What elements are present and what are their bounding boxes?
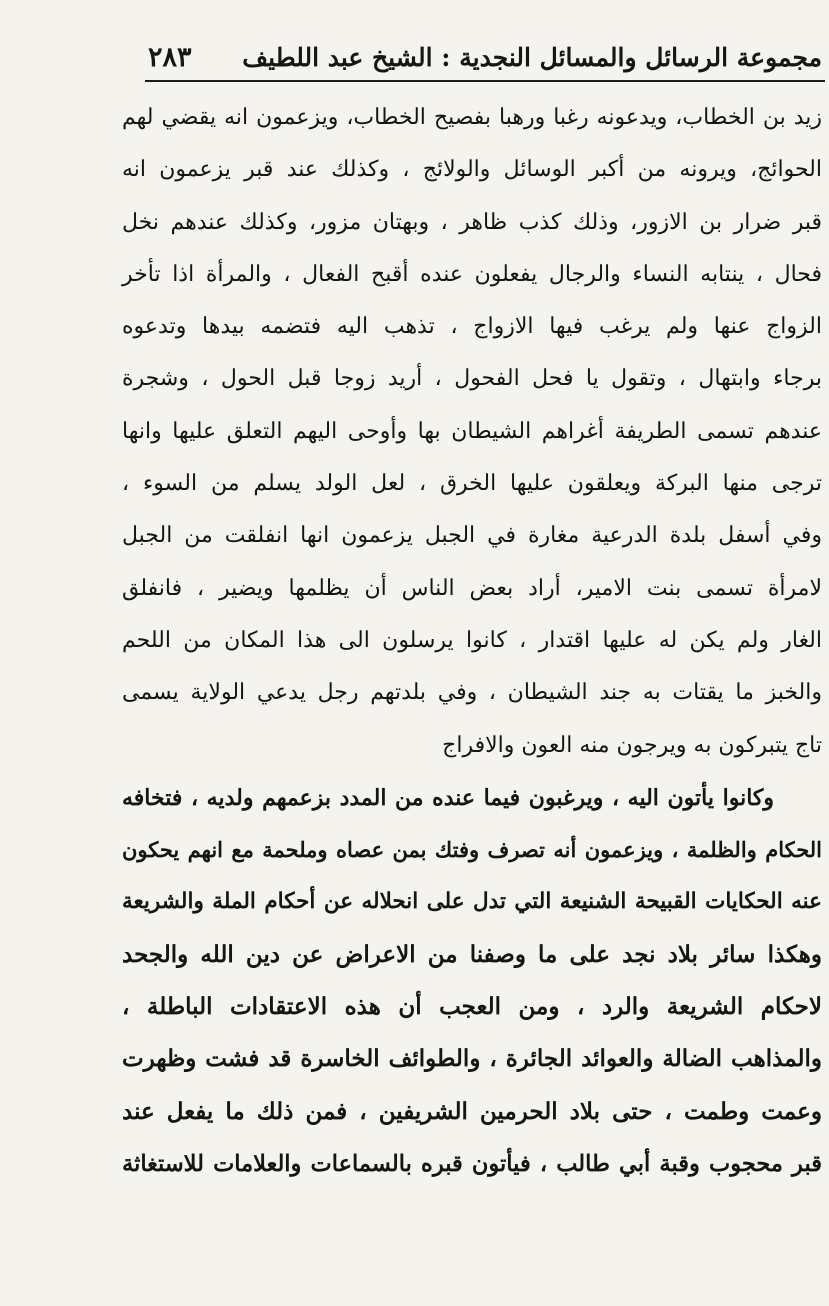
- text-line: والخبز ما يقتات به جند الشيطان ، وفي بلدتهم رجل يدعي الولاية يسمى: [122, 680, 822, 706]
- text-line: قبر ضرار بن الازور، وذلك كذب ظاهر ، وبهتان مزور، وكذلك عندهم نخل: [122, 209, 822, 235]
- page-number: ٢٨٣: [148, 41, 192, 73]
- paragraph-first-line: وكانوا يأتون اليه ، ويرغبون فيما عنده من المدد بزعمهم ولديه ، فتخافه: [122, 784, 774, 811]
- text-line: عنه الحكايات القبيحة الشنيعة التي تدل على انحلاله عن أحكام الملة والشريعة: [122, 889, 822, 915]
- text-line: وهكذا سائر بلاد نجد على ما وصفنا من الاعراض عن دين الله والجحد: [122, 940, 822, 968]
- text-line: عندهم تسمى الطريفة أغراهم الشيطان بها وأوحى اليهم التعلق عليها وانها: [122, 418, 822, 444]
- body-text: [122, 92, 822, 1190]
- text-line: زيد بن الخطاب، ويدعونه رغبا ورهبا بفصيح الخطاب، ويزعمون انه يقضي لهم: [122, 105, 822, 130]
- text-line: والمذاهب الضالة والعوائد الجائرة ، والطوائف الخاسرة قد فشت وظهرت: [122, 1045, 822, 1073]
- text-line: لاحكام الشريعة والرد ، ومن العجب أن هذه الاعتقادات الباطلة ،: [122, 993, 822, 1021]
- text-line: الغار ولم يكن له عليها اقتدار ، كانوا يرسلون الى هذا المكان من اللحم: [122, 627, 822, 653]
- text-line: فحال ، ينتابه النساء والرجال يفعلون عنده أقبح الفعال ، والمرأة اذا تأخر: [122, 261, 822, 287]
- text-line: ترجى منها البركة ويعلقون عليها الخرق ، لعل الولد يسلم من السوء ،: [122, 471, 822, 497]
- text-line: لامرأة تسمى بنت الامير، أراد بعض الناس أن يظلمها ويضير ، فانفلق: [122, 575, 822, 601]
- text-line: الحوائج، ويرونه من أكبر الوسائل والولائج ، وكذلك عند قبر يزعمون انه: [122, 157, 822, 183]
- text-line: الحكام والظلمة ، ويزعمون أنه تصرف وفتك بمن عصاه وملحمة مع انهم يحكون: [122, 837, 822, 863]
- header-rule: [145, 80, 825, 82]
- text-line: وعمت وطمت ، حتى بلاد الحرمين الشريفين ، فمن ذلك ما يفعل عند: [122, 1097, 822, 1125]
- text-line: الزواج عنها ولم يرغب فيها الازواج ، تذهب اليه فتضمه بيدها وتدعوه: [122, 314, 822, 340]
- text-line: قبر محجوب وقبة أبي طالب ، فيأتون قبره بالسماعات والعلامات للاستغاثة: [122, 1150, 822, 1177]
- paragraph-last-line: تاج يتبركون به ويرجون منه العون والافراج: [442, 732, 822, 758]
- running-title: مجموعة الرسائل والمسائل النجدية : الشيخ عبد اللطيف: [242, 42, 822, 72]
- text-line: برجاء وابتهال ، وتقول يا فحل الفحول ، أريد زوجا قبل الحول ، وشجرة: [122, 366, 822, 392]
- page-header: [148, 34, 822, 80]
- text-line: وفي أسفل بلدة الدرعية مغارة في الجبل يزعمون انها انفلقت من الجبل: [122, 523, 822, 549]
